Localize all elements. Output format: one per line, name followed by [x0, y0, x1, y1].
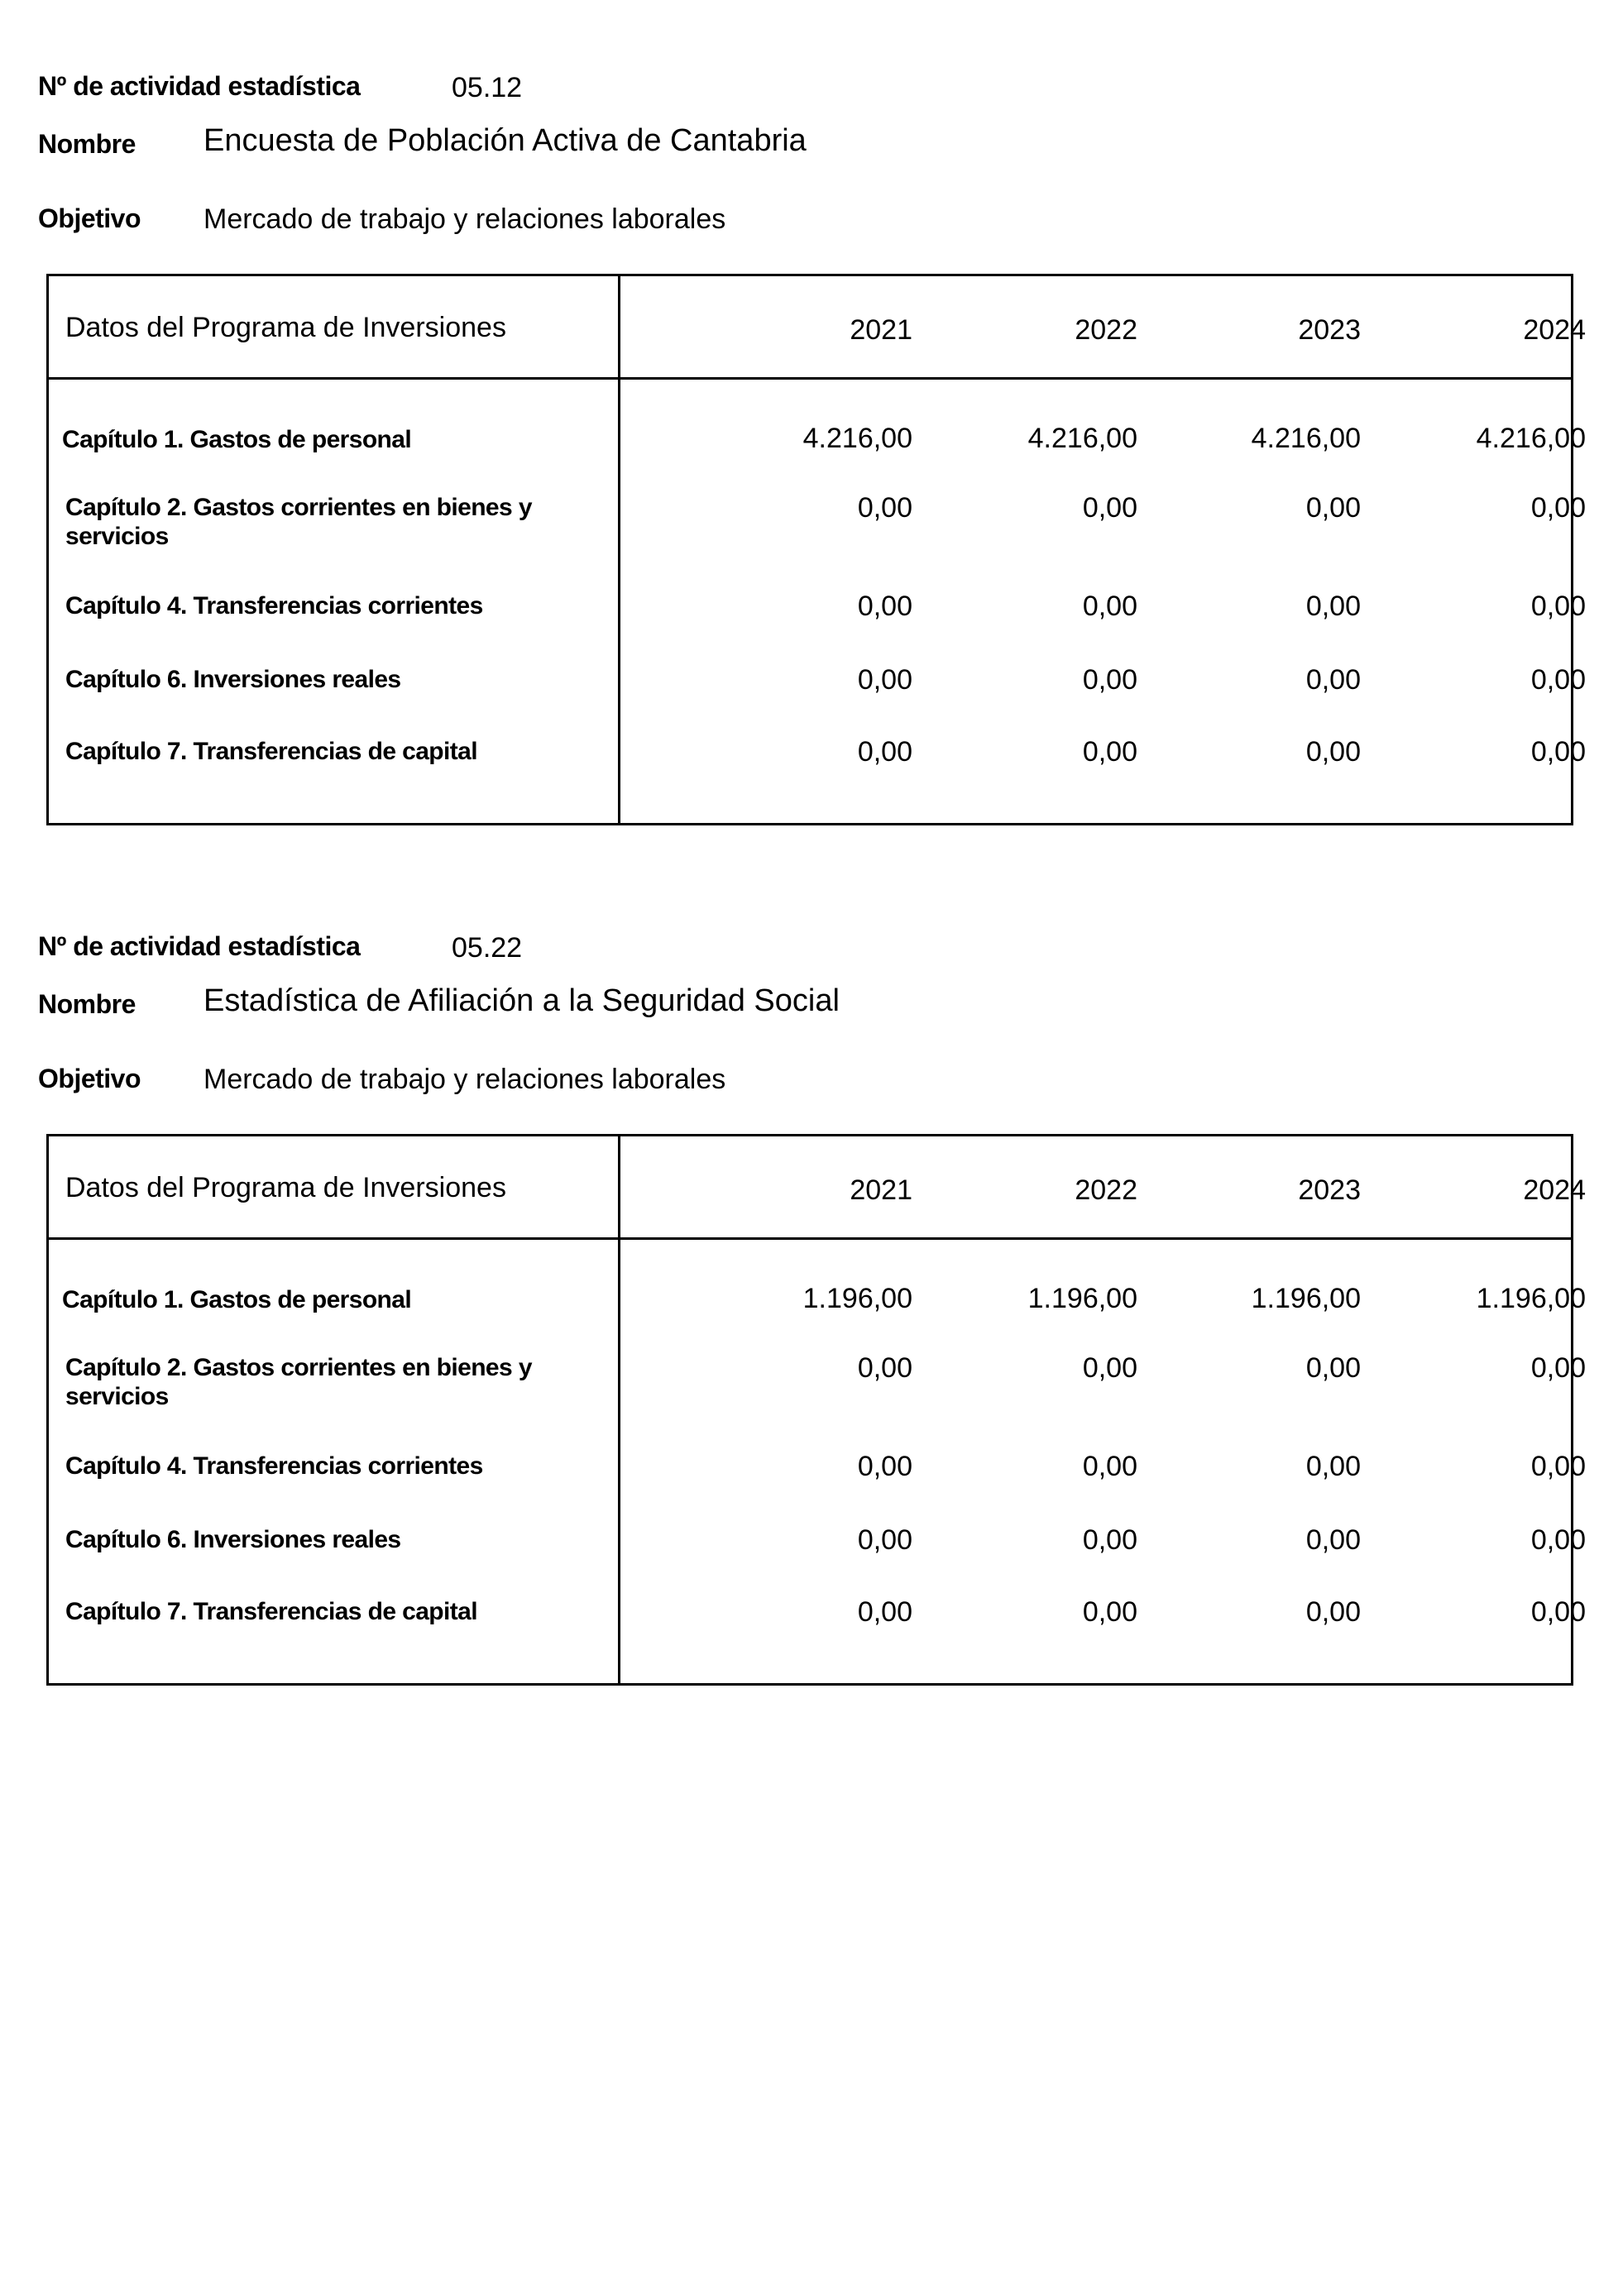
objective-value: Mercado de trabajo y relaciones laborales — [203, 203, 726, 235]
name-value: Estadística de Afiliación a la Seguridad Social — [203, 983, 840, 1018]
year-header-2023: 2023 — [1298, 1174, 1361, 1206]
activity-number-label: Nº de actividad estadística — [38, 931, 361, 961]
row-label-capitulo-4: Capítulo 4. Transferencias corrientes — [65, 592, 483, 619]
table-column-divider — [618, 276, 620, 823]
year-header-2022: 2022 — [1075, 1174, 1137, 1206]
cell-value: 0,00 — [1530, 664, 1586, 696]
cell-value: 0,00 — [1305, 1596, 1361, 1628]
activity-section-1 — [0, 0, 1623, 827]
table-header-divider — [49, 377, 1571, 380]
objective-value: Mercado de trabajo y relaciones laborales — [203, 1064, 726, 1095]
cell-value: 0,00 — [1530, 1596, 1586, 1628]
year-header-2024: 2024 — [1523, 314, 1586, 346]
table-header-title: Datos del Programa de Inversiones — [65, 312, 506, 343]
name-value: Encuesta de Población Activa de Cantabria — [203, 123, 807, 158]
cell-value: 0,00 — [1530, 1451, 1586, 1482]
cell-value: 0,00 — [1305, 664, 1361, 696]
activity-number-value: 05.12 — [452, 72, 523, 103]
cell-value: 0,00 — [1530, 492, 1586, 524]
cell-value: 0,00 — [857, 736, 912, 768]
cell-value: 1.196,00 — [802, 1283, 912, 1314]
row-label-capitulo-6: Capítulo 6. Inversiones reales — [65, 666, 401, 693]
cell-value: 0,00 — [1082, 492, 1137, 524]
cell-value: 0,00 — [1082, 1596, 1137, 1628]
cell-value: 4.216,00 — [802, 423, 912, 454]
row-label-capitulo-1: Capítulo 1. Gastos de personal — [62, 426, 412, 453]
row-label-capitulo-2: Capítulo 2. Gastos corrientes en bienes y servicios — [65, 494, 532, 550]
table-column-divider — [618, 1136, 620, 1683]
name-label: Nombre — [38, 129, 136, 159]
cell-value: 1.196,00 — [1251, 1283, 1361, 1314]
row-label-capitulo-4: Capítulo 4. Transferencias corrientes — [65, 1452, 483, 1480]
cell-value: 0,00 — [857, 492, 912, 524]
investment-table — [46, 1134, 1586, 1686]
cell-value: 4.216,00 — [1251, 423, 1361, 454]
activity-section-2 — [0, 860, 1623, 1687]
cell-value: 0,00 — [1082, 591, 1137, 622]
row-label-capitulo-7: Capítulo 7. Transferencias de capital — [65, 1598, 477, 1625]
table-header-divider — [49, 1237, 1571, 1240]
cell-value: 0,00 — [1305, 1352, 1361, 1384]
cell-value: 0,00 — [857, 1524, 912, 1556]
cell-value: 0,00 — [857, 591, 912, 622]
cell-value: 0,00 — [857, 1596, 912, 1628]
cell-value: 0,00 — [857, 1352, 912, 1384]
cell-value: 0,00 — [1082, 664, 1137, 696]
row-label-capitulo-7: Capítulo 7. Transferencias de capital — [65, 738, 477, 765]
cell-value: 1.196,00 — [1027, 1283, 1137, 1314]
row-label-capitulo-1: Capítulo 1. Gastos de personal — [62, 1286, 412, 1313]
cell-value: 0,00 — [1082, 1352, 1137, 1384]
year-header-2021: 2021 — [850, 314, 912, 346]
investment-table — [46, 274, 1586, 825]
cell-value: 0,00 — [857, 1451, 912, 1482]
year-header-2022: 2022 — [1075, 314, 1137, 346]
year-header-2021: 2021 — [850, 1174, 912, 1206]
cell-value: 4.216,00 — [1476, 423, 1586, 454]
cell-value: 0,00 — [1530, 591, 1586, 622]
cell-value: 0,00 — [1305, 1451, 1361, 1482]
cell-value: 0,00 — [1082, 1524, 1137, 1556]
objective-label: Objetivo — [38, 1064, 141, 1093]
year-header-2024: 2024 — [1523, 1174, 1586, 1206]
year-header-2023: 2023 — [1298, 314, 1361, 346]
cell-value: 0,00 — [1530, 1524, 1586, 1556]
row-label-capitulo-2: Capítulo 2. Gastos corrientes en bienes y servicios — [65, 1354, 532, 1410]
cell-value: 0,00 — [1305, 736, 1361, 768]
cell-value: 0,00 — [1530, 1352, 1586, 1384]
cell-value: 0,00 — [1082, 736, 1137, 768]
cell-value: 4.216,00 — [1027, 423, 1137, 454]
cell-value: 0,00 — [1305, 492, 1361, 524]
objective-label: Objetivo — [38, 203, 141, 233]
cell-value: 0,00 — [1305, 1524, 1361, 1556]
cell-value: 0,00 — [1082, 1451, 1137, 1482]
row-label-capitulo-6: Capítulo 6. Inversiones reales — [65, 1526, 401, 1553]
activity-number-value: 05.22 — [452, 932, 523, 964]
cell-value: 0,00 — [1530, 736, 1586, 768]
table-header-title: Datos del Programa de Inversiones — [65, 1172, 506, 1203]
cell-value: 1.196,00 — [1476, 1283, 1586, 1314]
cell-value: 0,00 — [857, 664, 912, 696]
cell-value: 0,00 — [1305, 591, 1361, 622]
activity-number-label: Nº de actividad estadística — [38, 71, 361, 101]
name-label: Nombre — [38, 989, 136, 1019]
